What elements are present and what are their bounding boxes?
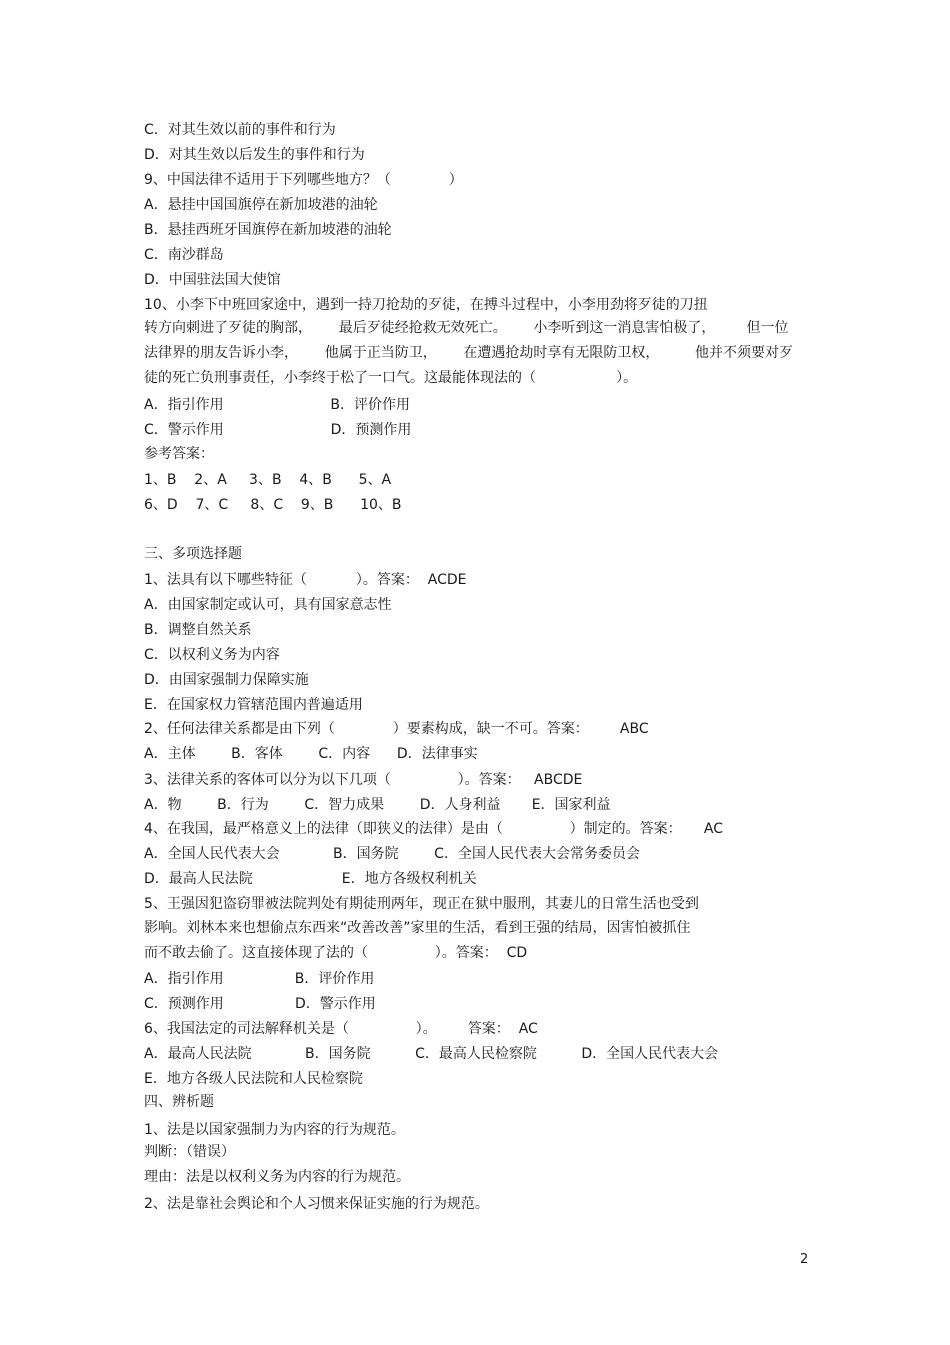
text-line: A．主体 B．客体 C．内容 D．法律事实 — [144, 746, 478, 762]
analysis-question-2: 2、法是靠社会舆论和个人习惯来保证实施的行为规范。 — [144, 1196, 489, 1212]
answer-key-row: 6、D 7、C 8、C 9、B 10、B — [144, 497, 402, 513]
text-line: A．指引作用 B．评价作用 — [144, 397, 410, 413]
text-line: D．由国家强制力保障实施 — [144, 672, 309, 688]
analysis-question-1: 1、法是以国家强制力为内容的行为规范。 — [144, 1122, 405, 1138]
question-10: 10、小李下中班回家途中，遇到一持刀抢劫的歹徒，在搏斗过程中，小李用劲将歹徒的刀扭 — [144, 297, 708, 313]
text-line: D．最高人民法院 E．地方各级权利机关 — [144, 871, 477, 887]
text-line: A．最高人民法院 B．国务院 C．最高人民检察院 D．全国人民代表大会 — [144, 1046, 719, 1062]
answer-key-label: 参考答案： — [144, 446, 214, 462]
text-line: D．中国驻法国大使馆 — [144, 272, 281, 288]
text-line: C．警示作用 D．预测作用 — [144, 422, 412, 438]
text-line: A．悬挂中国国旗停在新加坡港的油轮 — [144, 197, 378, 213]
text-line: D．对其生效以后发生的事件和行为 — [144, 147, 365, 163]
text-line: A．由国家制定或认可，具有国家意志性 — [144, 597, 392, 613]
text-line: 徒的死亡负刑事责任，小李终于松了一口气。这最能体现法的（ ）。 — [144, 370, 638, 386]
text-line: E．地方各级人民法院和人民检察院 — [144, 1071, 363, 1087]
mc-question-2: 2、任何法律关系都是由下列（ ）要素构成，缺一不可。答案： ABC — [144, 721, 649, 737]
text-line: C．对其生效以前的事件和行为 — [144, 122, 336, 138]
text-line: B．调整自然关系 — [144, 622, 252, 638]
text-line: 影响。刘林本来也想偷点东西来“改善改善”家里的生活，看到王强的结局，因害怕被抓住 — [144, 920, 691, 936]
text-line: 转方向刺进了歹徒的胸部， 最后歹徒经抢救无效死亡。 小李听到这一消息害怕极了， 但一位 — [144, 320, 789, 336]
text-line: 理由：法是以权利义务为内容的行为规范。 — [144, 1169, 410, 1185]
text-line: B．悬挂西班牙国旗停在新加坡港的油轮 — [144, 222, 392, 238]
answer-key-row: 1、B 2、A 3、B 4、B 5、A — [144, 472, 392, 488]
mc-question-3: 3、法律关系的客体可以分为以下几项（ ）。答案： ABCDE — [144, 772, 583, 788]
text-line: 法律界的朋友告诉小李， 他属于正当防卫， 在遭遇抢劫时享有无限防卫权， 他并不须要对歹 — [144, 345, 794, 361]
mc-question-6: 6、我国法定的司法解释机关是（ ）。 答案： AC — [144, 1021, 538, 1037]
text-line: A．全国人民代表大会 B．国务院 C．全国人民代表大会常务委员会 — [144, 846, 640, 862]
mc-question-1: 1、法具有以下哪些特征（ ）。答案： ACDE — [144, 572, 467, 588]
mc-question-5: 5、王强因犯盗窃罪被法院判处有期徒刑两年，现正在狱中服刑，其妻儿的日常生活也受到 — [144, 896, 699, 912]
text-line: C．预测作用 D．警示作用 — [144, 996, 376, 1012]
section-heading: 三、多项选择题 — [144, 546, 242, 562]
text-line: 而不敢去偷了。这直接体现了法的（ ）。答案： CD — [144, 945, 528, 961]
mc-question-4: 4、在我国，最严格意义上的法律（即狭义的法律）是由（ ）制定的。答案： AC — [144, 821, 724, 837]
text-line: C．南沙群岛 — [144, 247, 224, 263]
text-line: 判断：（错误） — [144, 1144, 235, 1160]
text-line: A．指引作用 B．评价作用 — [144, 971, 375, 987]
text-line: A．物 B．行为 C．智力成果 D．人身利益 E．国家利益 — [144, 797, 611, 813]
section-heading: 四、辨析题 — [144, 1094, 214, 1110]
page-number: 2 — [800, 1252, 809, 1267]
text-line: E．在国家权力管辖范围内普遍适用 — [144, 697, 363, 713]
text-line: C．以权利义务为内容 — [144, 647, 280, 663]
question-9: 9、中国法律不适用于下列哪些地方？（ ） — [144, 172, 463, 188]
